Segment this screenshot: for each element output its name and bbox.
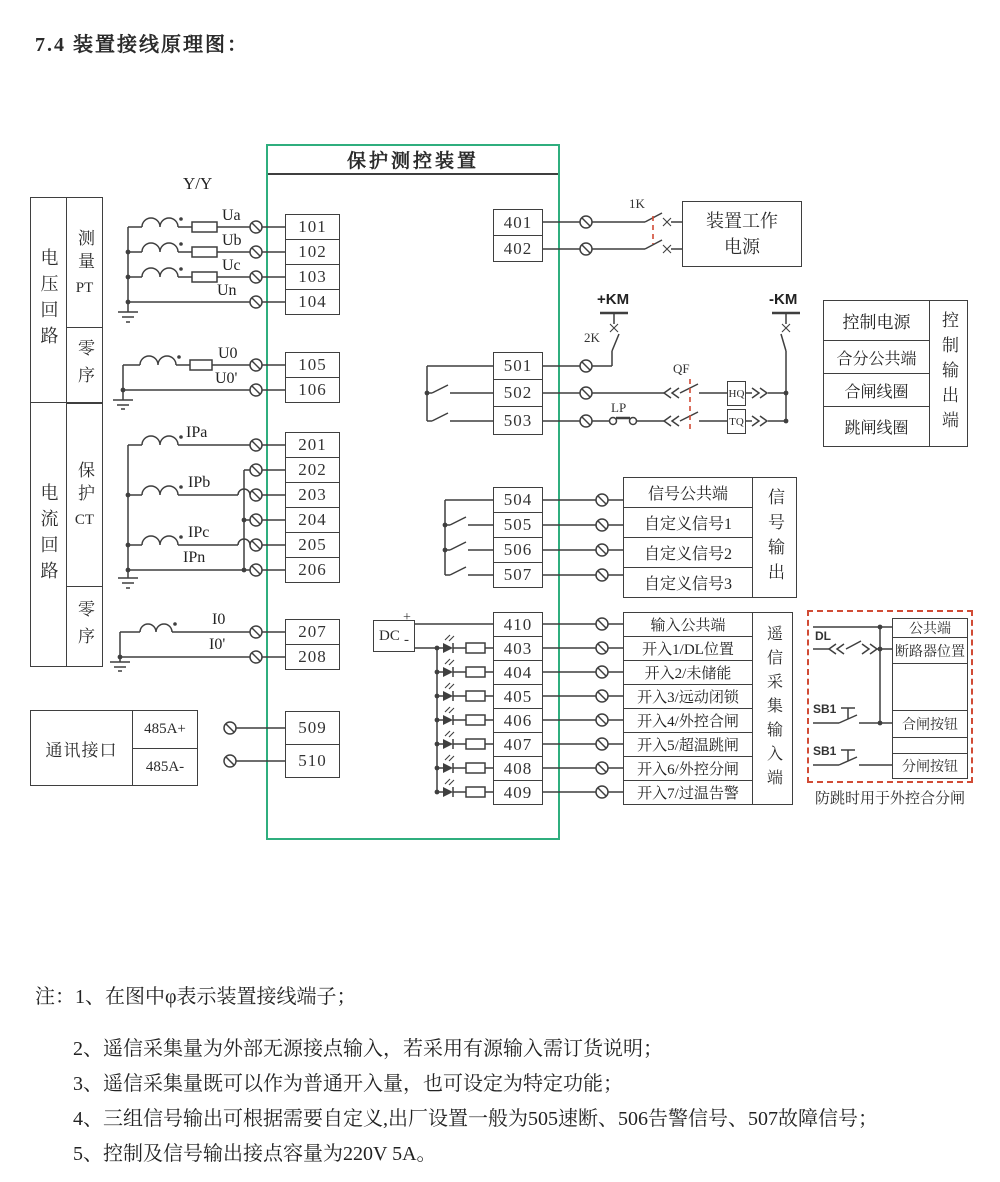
label-485a-plus: 485A+ — [132, 710, 198, 749]
ctrl-row: 控制电源 — [823, 300, 930, 341]
wire-label-ua: Ua — [222, 207, 241, 224]
di-row: 开入4/外控合闸 — [623, 708, 753, 733]
terminal: 406 — [493, 708, 543, 733]
dc-source-box: DC — [373, 620, 415, 652]
wire-label-u0: U0 — [218, 345, 238, 362]
label-device-power: 装置工作电源 — [682, 201, 802, 267]
sig-row: 自定义信号2 — [623, 537, 753, 568]
terminal: 106 — [285, 377, 340, 403]
di-row: 开入3/远动闭锁 — [623, 684, 753, 709]
terminal: 205 — [285, 532, 340, 558]
dc-plus-label: + — [403, 610, 411, 625]
antipump-row-empty — [892, 737, 968, 754]
terminal: 404 — [493, 660, 543, 685]
terminal: 202 — [285, 457, 340, 483]
terminal-block-pt0 — [285, 352, 340, 403]
ctrl-output-table — [823, 300, 930, 447]
wire-label-ipc: IPc — [188, 524, 210, 541]
label-ctrl-output-side: 控制输出端 — [929, 300, 968, 447]
rail-label-km-minus: -KM — [769, 291, 798, 308]
terminal: 506 — [493, 537, 543, 563]
terminal: 208 — [285, 644, 340, 670]
terminal: 505 — [493, 512, 543, 538]
sig-row: 信号公共端 — [623, 477, 753, 508]
dc-minus-label: - — [404, 632, 409, 648]
terminal: 408 — [493, 756, 543, 781]
terminal: 409 — [493, 780, 543, 805]
sig-row: 自定义信号3 — [623, 567, 753, 598]
terminal: 101 — [285, 214, 340, 240]
terminal: 504 — [493, 487, 543, 513]
di-row: 开入2/未储能 — [623, 660, 753, 685]
contact-label-qf: QF — [673, 361, 690, 376]
label-ct-zero-seq: 零序 — [66, 586, 103, 667]
antipump-caption: 防跳时用于外控合分闸 — [814, 791, 965, 807]
wire-label-ipb: IPb — [188, 474, 211, 491]
protect-ct-en: CT — [74, 511, 95, 528]
label-sig-output-side: 信号输出 — [752, 477, 797, 598]
closing-coil-hq: HQ — [727, 381, 746, 406]
terminal: 203 — [285, 482, 340, 508]
wire-label-ipn: IPn — [183, 549, 206, 566]
page-title: 7.4 装置接线原理图： — [35, 34, 249, 56]
button-label-sb1-open: SB1 — [813, 744, 837, 758]
wire-label-uc: Uc — [222, 257, 241, 274]
wire-label-i0: I0 — [212, 611, 226, 628]
label-protect-ct — [66, 402, 103, 587]
terminal-block-pt — [285, 214, 340, 315]
note-item: 4、三组信号输出可根据需要自定义,出厂设置一般为505速断、506告警信号、507故障信号； — [73, 1108, 878, 1130]
terminal: 509 — [285, 711, 340, 745]
terminal: 503 — [493, 406, 543, 435]
terminal: 405 — [493, 684, 543, 709]
wire-label-ipa: IPa — [186, 424, 208, 441]
terminal: 410 — [493, 612, 543, 637]
sig-row: 自定义信号1 — [623, 507, 753, 538]
sig-output-table — [623, 477, 753, 598]
di-row: 开入6/外控分闸 — [623, 756, 753, 781]
contact-label-dl: DL — [815, 629, 831, 643]
terminal: 403 — [493, 636, 543, 661]
terminal-block-ct0 — [285, 619, 340, 670]
terminal: 104 — [285, 289, 340, 315]
measure-pt-cn: 测量 — [75, 228, 94, 275]
di-row: 开入7/过温告警 — [623, 780, 753, 805]
antipump-row-common: 公共端 — [892, 618, 968, 638]
wire-label-un: Un — [217, 282, 237, 299]
terminal: 102 — [285, 239, 340, 265]
switch-label-2k: 2K — [584, 330, 600, 345]
terminal: 501 — [493, 352, 543, 380]
ctrl-row: 合闸线圈 — [823, 373, 930, 407]
ctrl-row: 合分公共端 — [823, 340, 930, 374]
note-item: 2、遥信采集量为外部无源接点输入，若采用有源输入需订货说明； — [73, 1038, 663, 1060]
terminal-block-ct — [285, 432, 340, 583]
winding-group-label: Y/Y — [183, 174, 213, 193]
label-di-side: 遥信采集输入端 — [752, 612, 793, 805]
label-pt-zero-seq: 零序 — [66, 327, 103, 404]
tripping-coil-tq: TQ — [727, 409, 746, 434]
label-485a-minus: 485A- — [132, 748, 198, 786]
terminal: 204 — [285, 507, 340, 533]
di-row: 开入1/DL位置 — [623, 636, 753, 661]
ctrl-row: 跳闸线圈 — [823, 406, 930, 447]
terminal: 103 — [285, 264, 340, 290]
terminal: 407 — [493, 732, 543, 757]
notes-block — [35, 985, 975, 1166]
terminal-block-comm — [285, 711, 340, 778]
protect-ct-cn: 保护 — [75, 460, 94, 507]
terminal: 507 — [493, 562, 543, 588]
switch-label-1k: 1K — [629, 196, 645, 211]
terminal: 201 — [285, 432, 340, 458]
note-item: 3、遥信采集量既可以作为普通开入量，也可设定为特定功能； — [73, 1073, 623, 1095]
note-line — [35, 985, 975, 1009]
wire-label-u0-prime: U0' — [215, 370, 238, 387]
label-comm-port: 通讯接口 — [30, 710, 133, 786]
terminal: 401 — [493, 209, 543, 236]
terminal-block-ctrl — [493, 352, 543, 435]
terminal: 207 — [285, 619, 340, 645]
antipump-row-close-btn: 合闸按钮 — [892, 710, 968, 738]
antipump-row-open-btn: 分闸按钮 — [892, 753, 968, 779]
measure-pt-en: PT — [75, 279, 94, 296]
label-voltage-loop: 电压回路 — [30, 197, 67, 403]
antipump-row-breaker-pos: 断路器位置 — [892, 637, 968, 664]
terminal: 402 — [493, 235, 543, 262]
terminal-block-di — [493, 612, 543, 805]
button-label-sb1-close: SB1 — [813, 702, 837, 716]
link-label-lp: LP — [611, 400, 627, 415]
wire-label-ub: Ub — [222, 232, 242, 249]
di-input-table — [623, 612, 753, 805]
antipump-row-empty — [892, 663, 968, 711]
terminal: 105 — [285, 352, 340, 378]
label-measure-pt — [66, 197, 103, 328]
note-prefix: 注： — [35, 986, 75, 1008]
terminal-block-sig — [493, 487, 543, 588]
wire-label-i0-prime: I0' — [209, 636, 226, 653]
terminal: 502 — [493, 379, 543, 407]
device-title: 保护测控装置 — [268, 146, 558, 175]
rail-label-km-plus: +KM — [597, 291, 630, 308]
terminal: 510 — [285, 744, 340, 778]
terminal: 206 — [285, 557, 340, 583]
di-row: 开入5/超温跳闸 — [623, 732, 753, 757]
note-item: 1、在图中φ表示装置接线端子； — [75, 986, 357, 1008]
di-row: 输入公共端 — [623, 612, 753, 637]
label-current-loop: 电流回路 — [30, 402, 67, 667]
terminal-block-power — [493, 209, 543, 262]
note-item: 5、控制及信号输出接点容量为220V 5A。 — [73, 1143, 437, 1165]
